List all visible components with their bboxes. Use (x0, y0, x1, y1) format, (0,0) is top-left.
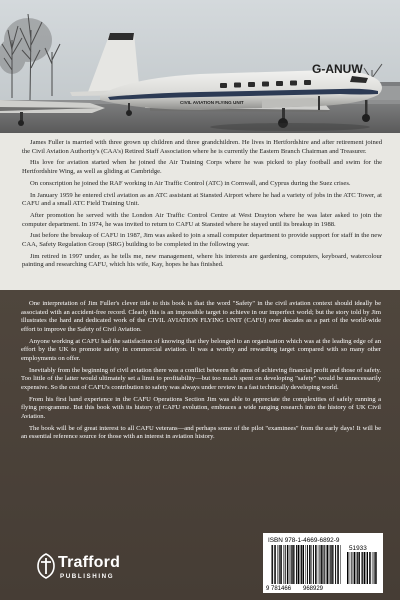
aircraft-photo (0, 0, 400, 133)
publisher-name: Trafford (58, 554, 121, 571)
bio-paragraph: James Fuller is married with three grown up children and three grandchildren. He lives in Hertfordshire and after retirement joined the Civil Aviation Authority's (CAA's) Retired Staff Association where he is currently the Eastern Branch Chairman and Treasurer. (22, 139, 382, 155)
publisher-subtitle: PUBLISHING (60, 573, 115, 580)
author-biography (0, 133, 400, 290)
bio-paragraph: After promotion he served with the London Air Traffic Control Centre at West Drayton where he was later asked to join the computer department. In 1974, he was invited to return to CAFU at Stansted where he stayed until its breakup in 1988. (22, 211, 382, 228)
blurb-paragraph: Anyone working at CAFU had the satisfaction of knowing that they belonged to an organisation which was at the leading edge of an effort by the UK to promote safety in commercial aviation. It was a worthy and rewarding target compared with so many other employments on offer. (21, 337, 381, 362)
bio-paragraph: Jim retired in 1997 under, as he tells me, new management, where his interests are gardening, computers, keyboard, watercolour painting and researching CAFU, which his wife, Kay, hopes he has finished. (22, 252, 382, 269)
trafford-emblem-icon (34, 552, 58, 580)
ean-digits-right: 968929 (303, 586, 324, 592)
isbn-label: ISBN 978-1-4669-6892-9 (268, 537, 340, 544)
bio-paragraph: Just before the breakup of CAFU in 1987, Jim was asked to join a small computer department to provide support for staff in the new CAA, Safety Regulation Group (SRG) building to be completed in the following year. (22, 232, 382, 249)
barcode-graphic (263, 533, 383, 593)
price-code: 51933 (349, 545, 367, 552)
aircraft-registration: G-ANUW (312, 62, 363, 76)
fuselage-text: CIVIL AVIATION FLYING UNIT (180, 100, 244, 105)
bio-paragraph: On conscription he joined the RAF working in Air Traffic Control (ATC) in Cornwall, and Cyprus during the Suez crises. (30, 179, 351, 187)
isbn-barcode (263, 533, 383, 593)
publisher-logo (34, 551, 144, 587)
bio-paragraph: His love for aviation started when he joined the Air Training Corps where he was picked to play football and swim for the Hertfordshire Wing, as well as gliding at Cambridge. (22, 159, 382, 176)
ean-barcode-bars (271, 545, 341, 584)
ean-digits-left: 9 781466 (266, 586, 292, 592)
blurb-paragraph: Inevitably from the beginning of civil aviation there was a conflict between the aims of achieving financial profit and those of safety. Too little of the latter would ultimately set a limit to profitability—but too much spent on developing "safety" would be unnecessarily expensive. So the cost of CAFU's contribution to safety was always under review in a fast technically developing world. (21, 366, 381, 391)
blurb-paragraph: One interpretation of Jim Fuller's clever title to this book is that the word "Safety" in the civil aviation context should ideally be associated with an accident-free record. Clearly this is an impossible target to achieve in our imperfect world; but the story told by Jim illustrates the hard and dedicated work of the CIVIL AVIATION FLYING UNIT (CAFU) over decades as a part of the world-wide effort to improve the Safety of Civil Aviation. (21, 300, 381, 333)
addon-barcode-bars (347, 552, 377, 584)
blurb-paragraph: From his first hand experience in the CAFU Operations Section Jim was able to appreciate the complexities of safely running a flying programme. But this book with its history of CAFU evolution, embraces a wide ranging research into the history of UK Civil Aviation. (21, 395, 381, 420)
blurb-paragraph: The book will be of great interest to all CAFU veterans—and perhaps some of the pilot "examinees" from the early days! It will be an essential reference source for those with an interest in aviation history. (21, 424, 381, 441)
bio-paragraph: In January 1959 he entered civil aviation as an ATC assistant at Stansted Airport where he had a variety of jobs in the ATC Tower, at CAFU and a small ATC Field Training Unit. (22, 191, 382, 208)
